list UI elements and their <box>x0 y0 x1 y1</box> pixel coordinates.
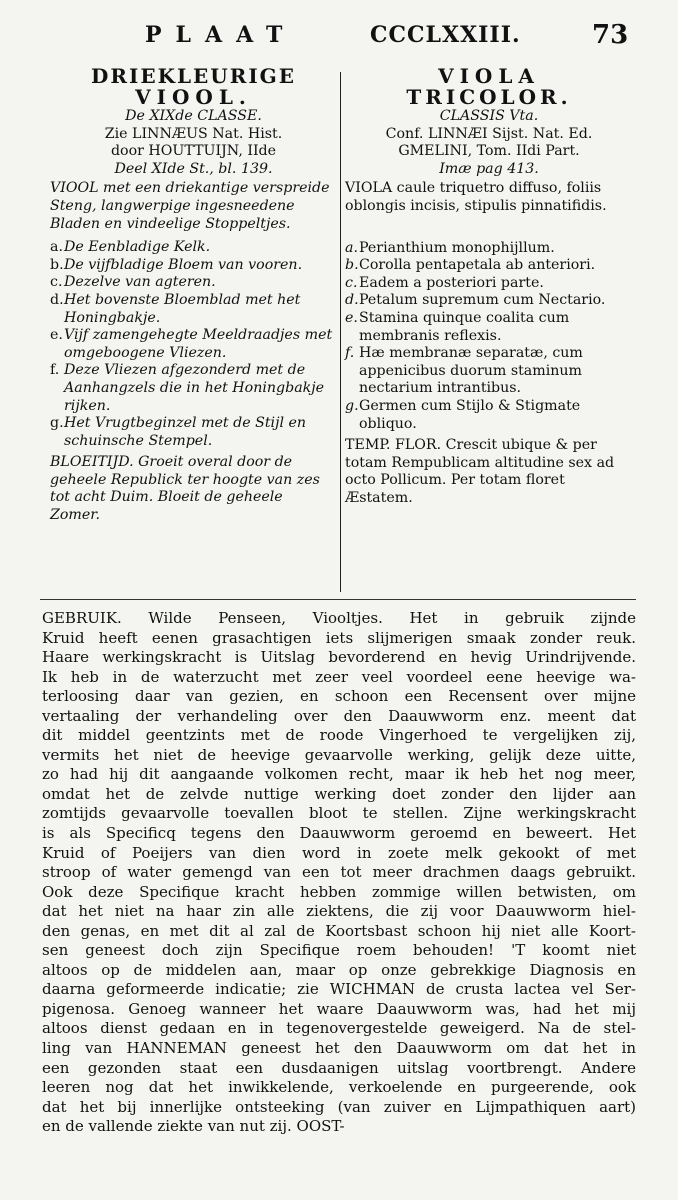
latin-item-list <box>345 240 633 434</box>
dutch-ref-2: door HOUTTUIJN, IIde <box>110 143 277 160</box>
body-line: Kruid heeft eenen grasachtigen iets slijmerigen smaak zonder reuk. <box>42 628 636 647</box>
dutch-item: c. Dezelve van agteren. <box>50 274 216 291</box>
body-line: Haare werkingskracht is Uitslag bevorderend en hevig Urindrijvende. <box>42 648 636 667</box>
dutch-item: g. Het Vrugtbeginzel met de Stijl en schuinsche Stempel. <box>50 415 307 449</box>
latin-item: e. Stamina quinque coalita cum membranis reflexis. <box>345 309 570 344</box>
dutch-title-1: DRIEKLEURIGE <box>91 64 296 88</box>
body-line: dat het bij innerlijke ontsteeking (van zuiver en Lijmpathiquen aart) <box>42 1097 636 1116</box>
body-line: altoos dienst gedaan en in tegenovergestelde geweigerd. Na de stel- <box>42 1019 636 1038</box>
latin-ref-1: Conf. LINNÆI Sijst. Nat. Ed. <box>385 125 593 142</box>
body-line: sen geneest doch zijn Specifique roem behouden! 'T koomt niet <box>42 941 636 960</box>
page-header <box>0 22 678 56</box>
body-line: terloosing daar van gezien, en schoon een Recensent over mijne <box>42 687 636 706</box>
body-line: daarna geformeerde indicatie; zie WICHMAN de crusta lactea vel Ser- <box>42 980 636 999</box>
body-line: is als Specificq tegens den Daauwworm geroemd en beweert. Het <box>42 824 636 843</box>
dutch-item: d. Het bovenste Bloemblad met het Honingbakje. <box>50 291 301 326</box>
body-line: vermits het niet de heevige gevaarvolle werking, gelijk deze uitte, <box>42 745 636 764</box>
latin-item: a. Perianthium monophijllum. <box>345 239 555 256</box>
dutch-item: a. De Eenbladige Kelk. <box>50 239 211 256</box>
dutch-column <box>50 66 337 525</box>
body-line: zo had hij dit aangaande volkomen recht, maar ik heb het nog meer, <box>42 765 636 784</box>
body-line: Ik heb in de waterzucht met zeer veel voordeel eene heevige wa- <box>42 667 636 686</box>
latin-temp-flor: TEMP. FLOR. Crescit ubique & per totam Rempublicam altitudine sex ad octo Pollicum. Per totam floret Æstatem. <box>345 437 615 506</box>
plate-word: PLAAT <box>145 22 297 48</box>
body-line: vertaaling der verhandeling over den Daauwworm enz. meent dat <box>42 706 636 725</box>
body-line: leeren nog dat het inwikkelende, verkoelende en purgeerende, ook <box>42 1078 636 1097</box>
latin-title-1: VIOLA <box>438 64 540 88</box>
latin-column <box>345 66 633 507</box>
column-divider <box>340 72 341 592</box>
latin-item: g. Germen cum Stijlo & Stigmate obliquo. <box>345 397 581 432</box>
dutch-item: e. Vijf zamengehegte Meeldraadjes met omgeboogene Vliezen. <box>50 327 333 361</box>
body-line: zomtijds gevaarvolle toevallen bloot te stellen. Zijne werkingskracht <box>42 804 636 823</box>
body-line: stroop of water gemengd van een tot meer drachmen daags gebruikt. <box>42 863 636 882</box>
gebruik-paragraph <box>42 609 636 1137</box>
dutch-title-2: VIOOL. <box>135 85 252 109</box>
dutch-item: b. De vijfbladige Bloem van vooren. <box>50 256 303 273</box>
body-line: omdat het de zelvde nuttige werking doet zonder den lijder aan <box>42 784 636 803</box>
latin-item: f. Hæ membranæ separatæ, cum appenicibus duorum staminum nectarium intrantibus. <box>345 345 583 397</box>
body-line: en de vallende ziekte van nut zij. OOST- <box>42 1117 345 1136</box>
body-line: GEBRUIK. Wilde Penseen, Viooltjes. Het in gebruik zijnde <box>42 609 636 627</box>
dutch-ref-1: Zie LINNÆUS Nat. Hist. <box>104 125 283 142</box>
body-line: een gezonden staat een dusdaanigen uitslag voortbrengt. Andere <box>42 1058 636 1077</box>
latin-item: d. Petalum supremum cum Nectario. <box>345 292 606 309</box>
body-line: dit middel geentzints met de roode Vingerhoed te vergelijken zij, <box>42 726 636 745</box>
section-rule <box>40 599 636 600</box>
page-number: 73 <box>592 20 629 50</box>
dutch-ref-3: Deel XIde St., bl. 139. <box>114 160 273 177</box>
dutch-bloeitijd: BLOEITIJD. Groeit overal door de geheele Republick ter hoogte van zes tot acht Duim. Bloeit de geheele Zomer. <box>50 454 320 524</box>
body-line: ling van HANNEMAN geneest het den Daauwworm om dat het in <box>42 1039 636 1058</box>
latin-classis: CLASSIS Vta. <box>439 108 539 124</box>
body-line: Ook deze Specifique kracht hebben zommige willen betwisten, om <box>42 882 636 901</box>
dutch-description: VIOOL met een driekantige verspreide Steng, langwerpige ingesneedene Bladen en vindeelige Stoppeltjes. <box>50 180 330 232</box>
body-line: Kruid of Poeijers van dien word in zoete melk gekookt of met <box>42 843 636 862</box>
latin-item: c. Eadem a posteriori parte. <box>345 274 544 291</box>
latin-title-2: TRICOLOR. <box>406 85 572 109</box>
plate-number: CCCLXXIII. <box>370 22 521 48</box>
dutch-classe: De XIXde CLASSE. <box>125 108 262 124</box>
latin-ref-3: Imæ pag 413. <box>439 160 539 177</box>
body-line: dat het niet na haar zin alle ziektens, die zij voor Daauwworm hiel- <box>42 902 636 921</box>
latin-description: VIOLA caule triquetro diffuso, foliis oblongis incisis, stipulis pinnatifidis. <box>345 180 607 214</box>
latin-item: b. Corolla pentapetala ab anteriori. <box>345 257 596 274</box>
body-line: den genas, en met dit al zal de Koortsbast schoon hij niet alle Koort- <box>42 921 636 940</box>
dutch-item: f. Deze Vliezen afgezonderd met de Aanhangzels die in het Honingbakje rijken. <box>50 362 325 414</box>
latin-ref-2: GMELINI, Tom. IIdi Part. <box>398 143 580 160</box>
dutch-item-list <box>50 239 337 450</box>
body-line: altoos op de middelen aan, maar op onze gebrekkige Diagnosis en <box>42 960 636 979</box>
body-line: pigenosa. Genoeg wanneer het waare Daauwworm was, had het mij <box>42 999 636 1018</box>
